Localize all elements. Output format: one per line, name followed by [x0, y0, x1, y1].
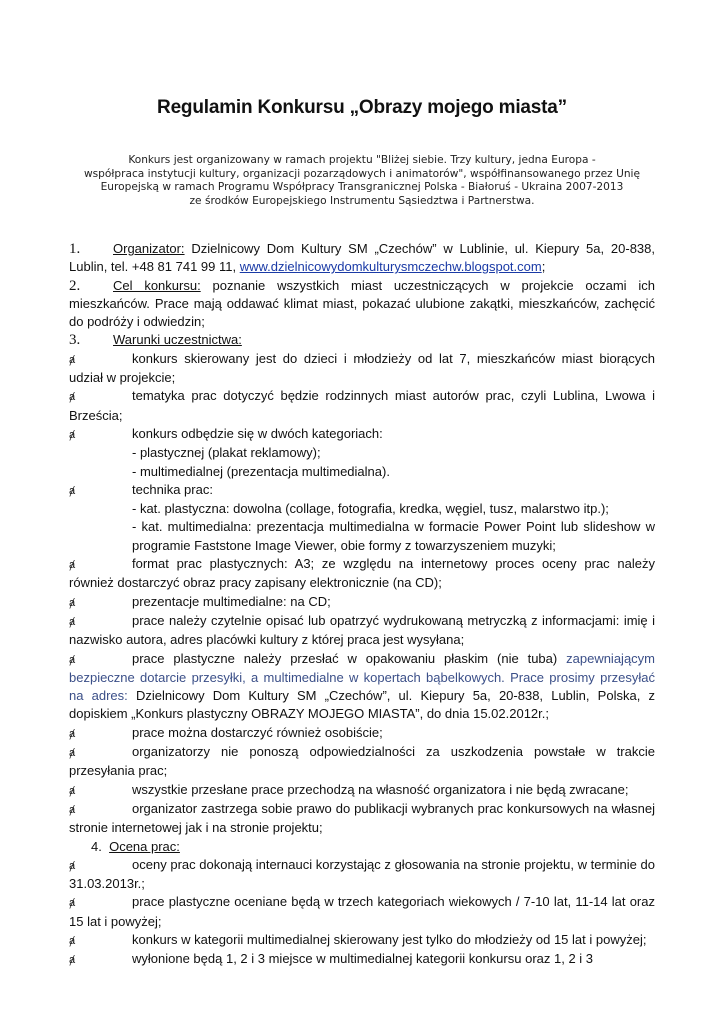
section-number: 4. — [91, 838, 102, 854]
rules-body — [69, 240, 655, 970]
bullet-icon: ⱥ — [69, 484, 76, 497]
sub-item: - kat. plastyczna: dowolna (collage, fotografia, kredka, węgiel, tusz, malarstwo itp.); — [132, 501, 609, 517]
list-item: ⱥ organizatorzy nie ponoszą odpowiedzialności za uszkodzenia powstałe w trakcie przesyłania prac; — [69, 744, 655, 779]
bullet-icon: ⱥ — [69, 747, 76, 760]
list-item: ⱥ prezentacje multimedialne: na CD; — [69, 593, 655, 612]
bullet-icon: ⱥ — [69, 653, 76, 666]
intro-line: Konkurs jest organizowany w ramach projektu "Bliżej siebie. Trzy kultury, jedna Europa - — [128, 154, 596, 166]
list-item: ⱥ prace plastyczne oceniane będą w trzech kategoriach wiekowych / 7-10 lat, 11-14 lat oraz 15 lat i powyżej; — [69, 894, 655, 929]
bullet-icon: ⱥ — [69, 803, 76, 816]
section-label: Warunki uczestnictwa: — [113, 332, 242, 348]
bullet-icon: ⱥ — [69, 596, 76, 609]
section-label: Cel konkursu: — [113, 277, 201, 293]
section-organizer: 1. Organizator: Dzielnicowy Dom Kultury SM „Czechów” w Lublinie, ul. Kiepury 5a, 20-838, Lublin, tel. +48 81 741 99 11, www.dzielnicowydomkulturysmczechw.blogspot.com; — [69, 241, 655, 275]
section-evaluation-heading — [69, 838, 655, 856]
bullet-icon: ⱥ — [69, 934, 76, 947]
list-item: ⱥ prace plastyczne należy przesłać w opakowaniu płaskim (nie tuba) zapewniającym bezpieczne dotarcie przesyłki, a multimedialne w kopertach bąbelkowych. Prace prosimy przesyłać na adres: Dzielnicowy Dom Kultury SM „Czechów”, ul. Kiepury 5a, 20-838, Lublin, Polska, z dopiskiem „Konkurs plastyczny OBRAZY MOJEGO MIASTA”, do dnia 15.02.2012r.; — [69, 650, 655, 722]
bullet-icon: ⱥ — [69, 428, 76, 441]
list-item: ⱥ konkurs odbędzie się w dwóch kategoriach: — [69, 425, 655, 444]
bullet-icon: ⱥ — [69, 954, 76, 967]
project-intro — [60, 154, 664, 208]
intro-line: Europejską w ramach Programu Współpracy Transgranicznej Polska - Białoruś - Ukraina 2007-2013 — [100, 181, 624, 193]
list-item: ⱥ technika prac: — [69, 481, 655, 500]
bullet-icon: ⱥ — [69, 353, 76, 366]
section-goal — [69, 277, 655, 332]
bullet-icon: ⱥ — [69, 559, 76, 572]
list-item: ⱥ format prac plastycznych: A3; ze względu na internetowy proces oceny prac należy również dostarczyć obraz pracy zapisany elektronicznie (na CD); — [69, 556, 655, 591]
list-item: ⱥ konkurs w kategorii multimedialnej skierowany jest tylko do młodzieży od 15 lat i powyżej; — [69, 931, 655, 950]
bullet-icon: ⱥ — [69, 897, 76, 910]
section-text: poznanie wszystkich miast uczestniczących w projekcie oczami ich mieszkańców. Prace mają oddawać klimat miast, pokazać ulubione zakątki, mieszkańców, zachęcić do podróży i odwiedzin; — [69, 277, 655, 330]
bullet-icon: ⱥ — [69, 784, 76, 797]
section-label: Organizator: — [113, 241, 185, 256]
bullet-icon: ⱥ — [69, 727, 76, 740]
section-text: Dzielnicowy Dom Kultury SM „Czechów” w Lublinie, ul. Kiepury 5a, 20-838, Lublin, tel. +48 81 741 99 11, — [69, 241, 655, 275]
list-item: ⱥ konkurs skierowany jest do dzieci i młodzieży od lat 7, mieszkańców miast biorących udział w projekcie; — [69, 350, 655, 386]
document-title: Regulamin Konkursu „Obrazy mojego miasta” — [157, 97, 567, 118]
section-number: 1. — [69, 241, 81, 257]
bullet-icon: ⱥ — [69, 859, 76, 872]
list-item: ⱥ wyłonione będą 1, 2 i 3 miejsce w multimedialnej kategorii konkursu oraz 1, 2 i 3 — [69, 950, 655, 969]
sub-item: - plastycznej (plakat reklamowy); — [132, 445, 321, 461]
section-label: Ocena prac: — [109, 838, 180, 854]
list-item: ⱥ organizator zastrzega sobie prawo do publikacji wybranych prac konkursowych na własnej stronie internetowej jak i na stronie projektu; — [69, 800, 655, 836]
sub-item: - kat. multimedialna: prezentacja multimedialna w formacie Power Point lub slideshow w programie Faststone Image Viewer, obie formy z towarzyszeniem muzyki; — [132, 519, 655, 553]
list-item: ⱥ tematyka prac dotyczyć będzie rodzinnych miast autorów prac, czyli Lublina, Lwowa i Brześcia; — [69, 388, 655, 423]
section-number: 2. — [69, 277, 81, 294]
bullet-icon: ⱥ — [69, 615, 76, 628]
intro-line: ze środków Europejskiego Instrumentu Sąsiedztwa i Partnerstwa. — [189, 194, 535, 207]
section-conditions-heading — [69, 331, 655, 349]
list-item: ⱥ prace można dostarczyć również osobiście; — [69, 724, 655, 743]
list-item: ⱥ wszystkie przesłane prace przechodzą na własność organizatora i nie będą zwracane; — [69, 781, 655, 800]
list-item: ⱥ oceny prac dokonają internauci korzystając z głosowania na stronie projektu, w terminie do 31.03.2013r.; — [69, 856, 655, 892]
bullet-icon: ⱥ — [69, 391, 76, 404]
section-number: 3. — [69, 332, 81, 349]
list-item: ⱥ prace należy czytelnie opisać lub opatrzyć wydrukowaną metryczką z informacjami: imię i nazwisko autora, adres placówki kultury z której praca jest wysyłana; — [69, 612, 655, 648]
organizer-website-link[interactable]: www.dzielnicowydomkulturysmczechw.blogspot.com — [239, 259, 542, 275]
sub-item: - multimedialnej (prezentacja multimedialna). — [132, 463, 390, 479]
intro-line: współpraca instytucji kultury, organizacji pozarządowych i animatorów", współfinansowanego przez Unię — [83, 167, 641, 180]
